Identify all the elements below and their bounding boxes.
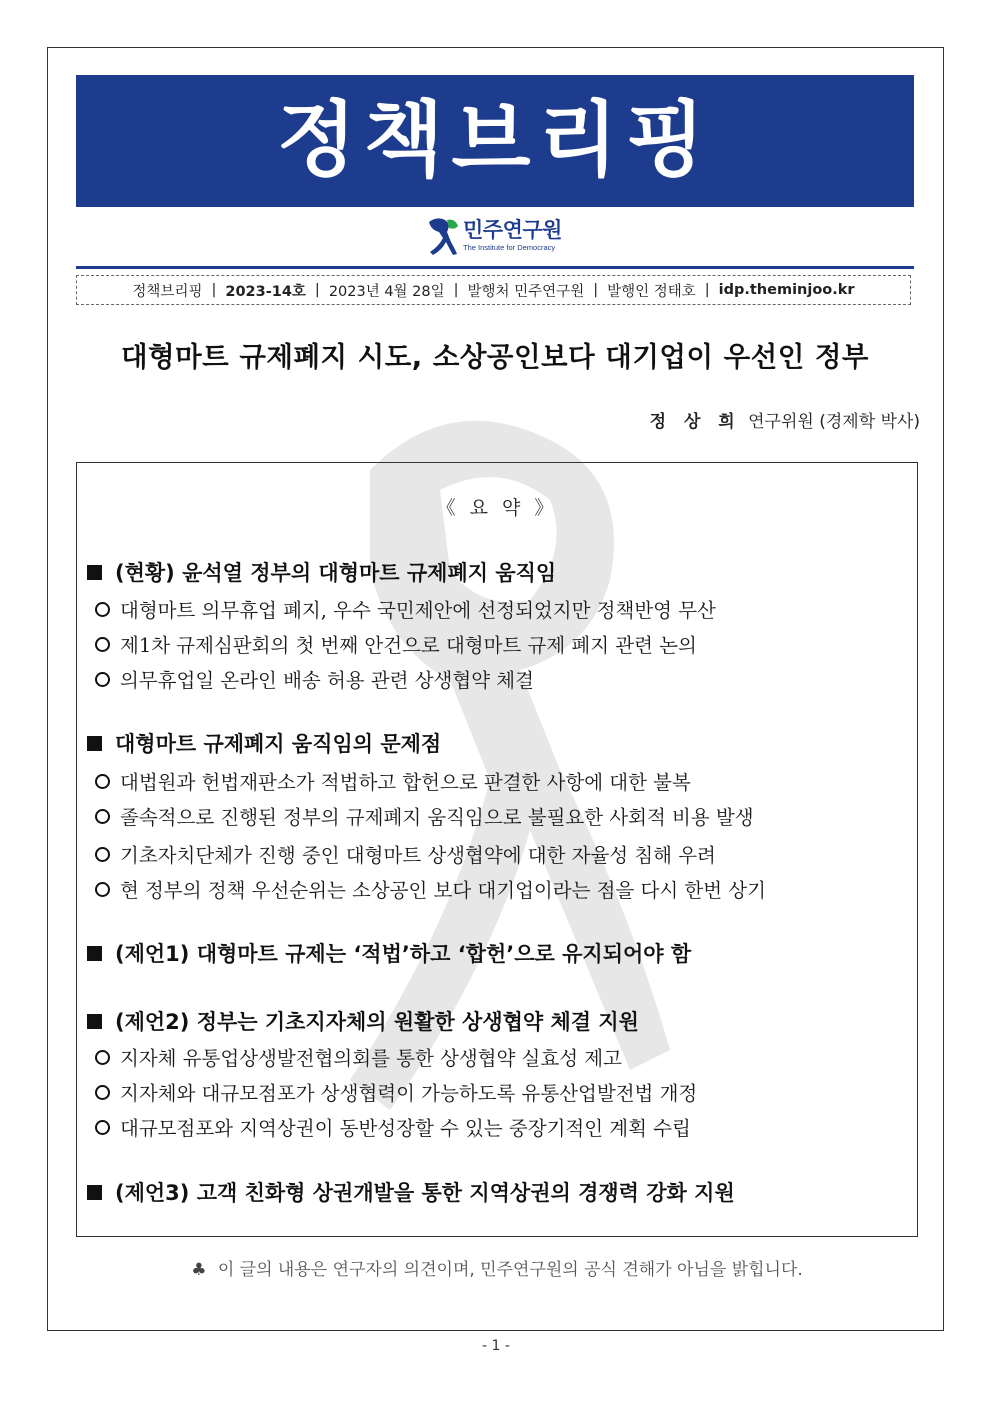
- meta-date: 2023년 4월 28일: [328, 283, 445, 300]
- institute-logo: [425, 214, 562, 258]
- author-line: [650, 407, 920, 432]
- meta-separator: |: [704, 282, 710, 298]
- section-title: [87, 1006, 639, 1036]
- summary-bullet: [95, 767, 691, 795]
- summary-heading: 《 요 약 》: [436, 497, 558, 519]
- summary-bullet-text: 대형마트 의무휴업 폐지, 우수 국민제안에 선정되었지만 정책반영 무산: [120, 599, 716, 622]
- section-title-text: (제언1) 대형마트 규제는 ‘적법’하고 ‘합헌’으로 유지되어야 함: [115, 942, 692, 966]
- page-number: - 1 -: [482, 1338, 510, 1354]
- ring-icon: [95, 637, 110, 652]
- section-title-text: 대형마트 규제폐지 움직임의 문제점: [115, 732, 442, 756]
- square-icon: [87, 1014, 102, 1029]
- summary-bullet-text: 의무휴업일 온라인 배송 허용 관련 상생협약 체결: [120, 669, 534, 692]
- institute-logo-icon: [425, 216, 459, 256]
- square-icon: [87, 736, 102, 751]
- meta-issuer: 발행인 정태호: [607, 283, 696, 300]
- meta-separator: |: [314, 282, 320, 298]
- section-title: [87, 938, 691, 968]
- document-title: 대형마트 규제폐지 시도, 소상공인보다 대기업이 우선인 정부: [120, 341, 869, 373]
- summary-bullet-text: 대규모점포와 지역상권이 동반성장할 수 있는 중장기적인 계획 수립: [120, 1117, 691, 1140]
- section-title-text: (현황) 윤석열 정부의 대형마트 규제폐지 움직임: [115, 561, 557, 585]
- meta-issue: 2023-14호: [225, 283, 306, 300]
- ring-icon: [95, 1050, 110, 1065]
- square-icon: [87, 1185, 102, 1200]
- ring-icon: [95, 882, 110, 897]
- summary-bullet: [95, 1113, 691, 1141]
- club-icon: ♣: [191, 1260, 207, 1280]
- ring-icon: [95, 809, 110, 824]
- summary-bullet: [95, 595, 716, 623]
- section-title: [87, 1177, 735, 1207]
- institute-logo-text: [463, 220, 562, 252]
- section-title: [87, 557, 556, 587]
- author-name: 정 상 희: [649, 412, 741, 432]
- summary-bullet-text: 지자체 유통업상생발전협의회를 통한 상생협약 실효성 제고: [120, 1047, 622, 1070]
- summary-bullet-text: 제1차 규제심판회의 첫 번째 안건으로 대형마트 규제 폐지 관련 논의: [120, 634, 697, 657]
- square-icon: [87, 946, 102, 961]
- publication-info-bar: [76, 275, 911, 305]
- section-title: [87, 728, 441, 758]
- meta-publisher: 발행처 민주연구원: [467, 283, 585, 300]
- summary-bullet: [95, 802, 754, 830]
- section-title-text: (제언2) 정부는 기초지자체의 원활한 상생협약 체결 지원: [115, 1010, 639, 1034]
- banner-title: 정책브리핑: [276, 93, 714, 188]
- summary-bullet-text: 대법원과 헌법재판소가 적법하고 합헌으로 판결한 사항에 대한 불복: [120, 771, 691, 794]
- institute-name: 민주연구원: [463, 218, 562, 243]
- ring-icon: [95, 847, 110, 862]
- banner: [76, 75, 914, 207]
- header-divider: [76, 266, 914, 269]
- meta-series: 정책브리핑: [132, 283, 203, 300]
- meta-separator: |: [453, 282, 459, 298]
- ring-icon: [95, 672, 110, 687]
- summary-bullet-text: 졸속적으로 진행된 정부의 규제폐지 움직임으로 불필요한 사회적 비용 발생: [120, 806, 754, 829]
- summary-bullet: [95, 840, 716, 868]
- summary-bullet: [95, 630, 697, 658]
- summary-bullet: [95, 1043, 622, 1071]
- institute-subtitle: The Institute for Democracy: [463, 243, 556, 253]
- ring-icon: [95, 774, 110, 789]
- summary-bullet-text: 기초자치단체가 진행 중인 대형마트 상생협약에 대한 자율성 침해 우려: [120, 844, 716, 867]
- meta-separator: |: [211, 282, 217, 298]
- meta-separator: |: [593, 282, 599, 298]
- ring-icon: [95, 1085, 110, 1100]
- ring-icon: [95, 602, 110, 617]
- summary-bullet-text: 현 정부의 정책 우선순위는 소상공인 보다 대기업이라는 점을 다시 한번 상기: [120, 879, 766, 902]
- disclaimer: [76, 1255, 918, 1280]
- summary-bullet: [95, 1078, 697, 1106]
- meta-website-link[interactable]: idp.theminjoo.kr: [718, 282, 855, 298]
- summary-bullet-text: 지자체와 대규모점포가 상생협력이 가능하도록 유통산업발전법 개정: [120, 1082, 698, 1105]
- disclaimer-text: 이 글의 내용은 연구자의 의견이며, 민주연구원의 공식 견해가 아님을 밝힙니다.: [217, 1260, 803, 1280]
- section-title-text: (제언3) 고객 친화형 상권개발을 통한 지역상권의 경쟁력 강화 지원: [115, 1181, 735, 1205]
- author-role: 연구위원 (경제학 박사): [748, 412, 920, 432]
- summary-box: [76, 462, 918, 1237]
- summary-bullet: [95, 665, 534, 693]
- summary-bullet: [95, 875, 766, 903]
- ring-icon: [95, 1120, 110, 1135]
- square-icon: [87, 565, 102, 580]
